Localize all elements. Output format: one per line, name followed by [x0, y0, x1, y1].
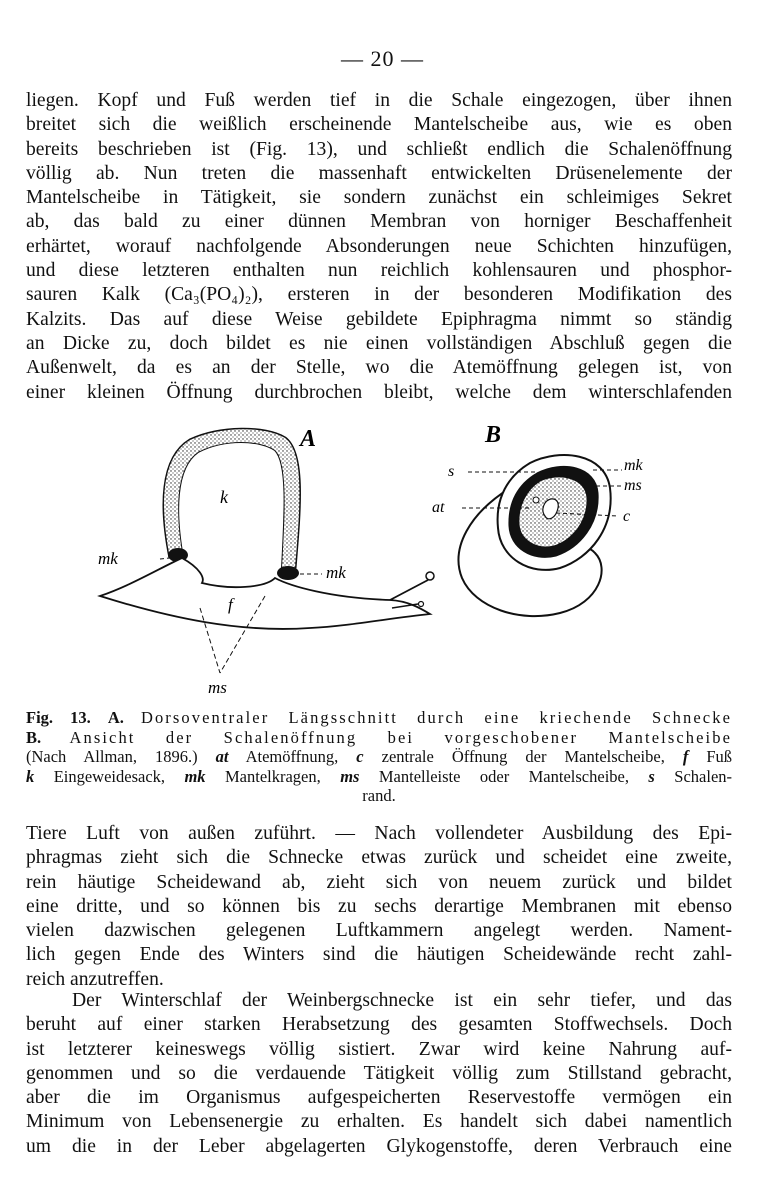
caption-text: Fuß: [706, 747, 733, 766]
text-line: ist letzterer keineswegs völlig sistiert. Zwar wird keine Nahrung auf-: [26, 1038, 732, 1060]
label-f: f: [228, 595, 233, 614]
text-line: ab, das bald zu einer dünnen Membran von horniger Beschaffenheit: [26, 211, 732, 233]
label-ms-b: ms: [624, 477, 642, 494]
text-line: Kalzits. Das auf diese Weise gebildete Epiphragma nimmt so ständig: [26, 308, 732, 330]
caption-abbr-k: k: [26, 766, 35, 786]
text-line: an Dicke zu, doch bildet es nie einen vollständigen Abschluß gegen die: [26, 332, 732, 354]
caption-text: Mantelleiste oder Mantelscheibe,: [378, 766, 629, 786]
text-line: lich gegen Ende des Winters sind die häutigen Scheidewände recht zahl-: [26, 944, 732, 966]
text-line: und diese letzteren enthalten nun reichlich kohlensauren und phosphor-: [26, 260, 732, 282]
caption-text: Eingeweidesack,: [53, 766, 166, 786]
caption-abbr-s: s: [648, 766, 655, 786]
text-line: um die in der Leber abgelagerten Glykogenstoffe, deren Verbrauch eine: [26, 1135, 732, 1157]
figure-label-b: B: [485, 422, 502, 448]
caption-abbr-at: at: [215, 747, 229, 766]
label-mk-right: mk: [326, 563, 346, 582]
label-ms-a: ms: [208, 678, 227, 697]
caption-abbr-c: c: [356, 747, 364, 766]
text-line: vielen dazwischen gelegenen Luftkammern angelegt werden. Nament-: [26, 920, 732, 942]
caption-line-5: rand.: [362, 786, 396, 805]
caption-fig-number: Fig. 13.: [26, 708, 91, 727]
caption-line-3: [26, 747, 732, 767]
text-line: genommen und so die verdauende Tätigkeit völlig zum Stillstand gebracht,: [26, 1062, 732, 1084]
text-line: beruht auf einer starken Herabsetzung des gesamten Stoffwechsels. Doch: [26, 1014, 732, 1036]
label-mk-left: mk: [98, 549, 118, 568]
text-line: reich anzutreffen.: [26, 968, 164, 990]
figure-caption: [26, 708, 732, 806]
text-line: liegen. Kopf und Fuß werden tief in die Schale eingezogen, über ihnen: [26, 90, 732, 111]
caption-a-marker: A.: [107, 708, 124, 727]
text-line: erhärtet, worauf nachfolgende Absonderungen neue Schichten hinzufügen,: [26, 235, 732, 257]
label-c: c: [623, 508, 631, 525]
caption-abbr-f: f: [682, 747, 689, 766]
figure-13-drawing: [90, 418, 690, 698]
caption-text: Schalen-: [674, 766, 733, 786]
text-line: völlig ab. Nun treten die massenhaft entwickelten Drüsenelemente der: [26, 162, 732, 184]
caption-line-1: [26, 708, 732, 728]
label-mk-b: mk: [624, 457, 643, 474]
caption-a-text: Dorsoventraler Längsschnitt durch eine kriechende Schnecke: [140, 708, 733, 727]
caption-source: (Nach Allman, 1896.): [26, 747, 198, 766]
text-line: sauren Kalk (Ca₃(PO₄)₂), ersteren in der besonderen Modifikation des: [26, 284, 732, 306]
caption-abbr-ms: ms: [340, 766, 360, 786]
caption-b-text: Ansicht der Schalenöffnung bei vorgeschobener Mantelscheibe: [69, 727, 732, 747]
label-s: s: [448, 463, 455, 480]
caption-line-4: [26, 767, 732, 787]
label-k: k: [220, 487, 228, 507]
caption-text: Mantelkragen,: [224, 766, 321, 786]
caption-b-marker: B.: [26, 727, 42, 747]
text-line: Tiere Luft von außen zuführt. — Nach vollendeter Ausbildung des Epi-: [26, 823, 732, 844]
page-number: — 20 —: [341, 46, 424, 71]
text-line: eine dritte, und so können bis zu sechs derartige Membranen mit ebenso: [26, 895, 732, 917]
figure-a-snail: [98, 426, 434, 697]
label-at: at: [432, 499, 445, 516]
paragraph-1: [26, 89, 732, 405]
paragraph-3: [26, 989, 732, 1159]
figure-13: [90, 418, 690, 698]
caption-text: Atemöffnung,: [245, 747, 339, 766]
caption-text: zentrale Öffnung der Mantelscheibe,: [381, 747, 665, 766]
text-line: Mantelscheibe in Tätigkeit, sie sondern zunächst ein schleimiges Sekret: [26, 187, 732, 209]
text-line: Außenwelt, da es an der Stelle, wo die Atemöffnung gelegen ist, von: [26, 357, 732, 379]
figure-label-a: A: [300, 426, 317, 452]
text-line: Der Winterschlaf der Weinbergschnecke ist ein sehr tiefer, und das: [72, 990, 732, 1011]
text-line: rein häutige Scheidewand ab, zieht sich von neuem zurück und bildet: [26, 871, 732, 893]
text-line: phragmas zieht sich die Schnecke etwas zurück und scheidet eine zweite,: [26, 847, 732, 869]
caption-line-2: [26, 728, 732, 748]
text-line: aber die im Organismus aufgespeicherten Reservestoffe vermögen ein: [26, 1087, 732, 1109]
caption-abbr-mk: mk: [184, 766, 206, 786]
paragraph-2: [26, 822, 732, 992]
text-line: breitet sich die weißlich erscheinende Mantelscheibe aus, wie es oben: [26, 114, 732, 136]
text-line: bereits beschrieben ist (Fig. 13), und schließt endlich die Schalenöffnung: [26, 138, 732, 160]
text-line: einer kleinen Öffnung durchbrochen bleibt, welche dem winterschlafenden: [26, 381, 732, 403]
figure-b-shell: [432, 422, 644, 616]
text-line: Minimum von Lebensenergie zu erhalten. Es handelt sich dabei namentlich: [26, 1111, 732, 1133]
